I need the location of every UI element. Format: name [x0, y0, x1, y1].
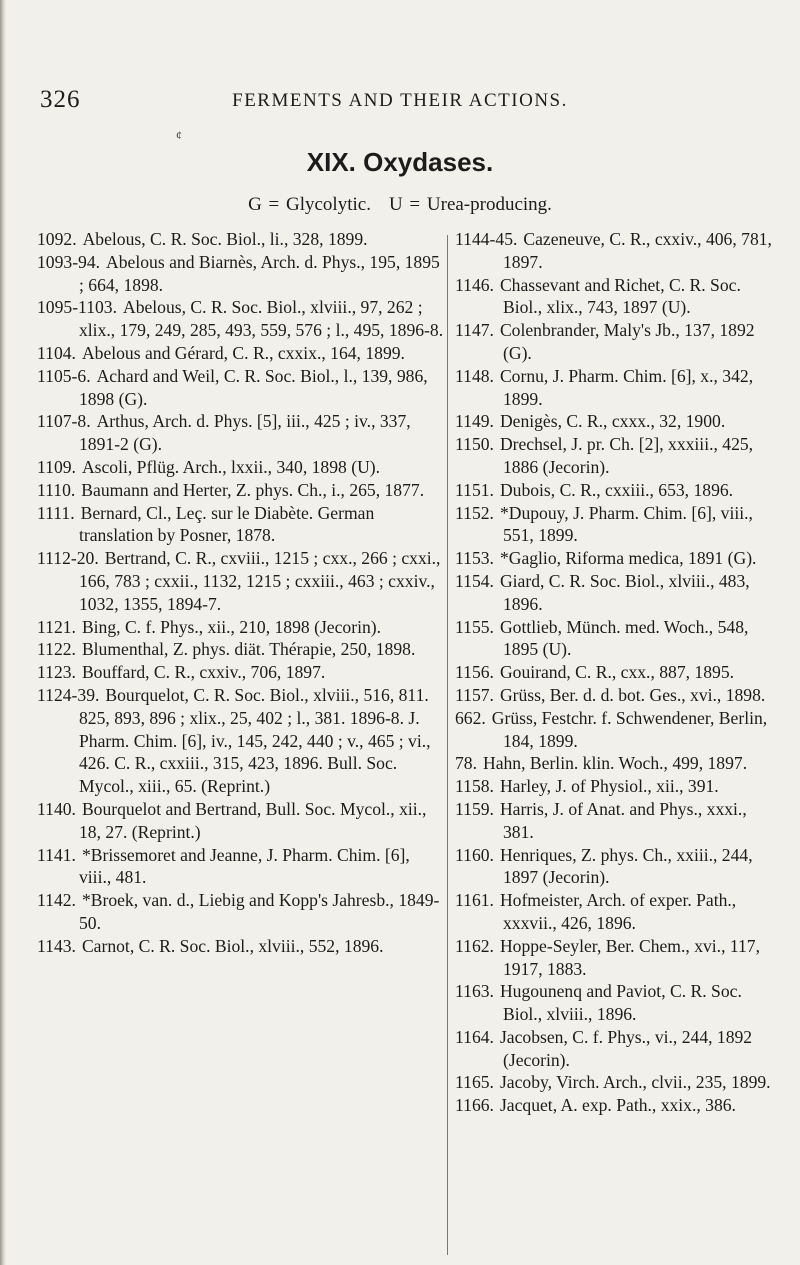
reference-entry [455, 775, 775, 798]
reference-text: Bing, C. f. Phys., xii., 210, 1898 (Jecorin). [81, 616, 382, 637]
reference-entry [455, 844, 775, 890]
reference-number: 1156. [455, 662, 494, 683]
reference-entry [37, 889, 445, 935]
reference-entry [37, 296, 445, 342]
reference-entry [37, 251, 445, 297]
page-edge-shadow [0, 0, 6, 1265]
reference-number: 1144-45. [455, 229, 518, 249]
reference-text: Denigès, C. R., cxxx., 32, 1900. [499, 411, 726, 432]
reference-number: 1152. [455, 502, 494, 523]
reference-text: Bernard, Cl., Leç. sur le Diabète. German translation by Posner, 1878. [79, 502, 375, 546]
reference-entry [37, 456, 445, 479]
reference-entry [37, 228, 445, 251]
reference-number: 1140. [37, 798, 76, 819]
reference-entry [455, 228, 775, 274]
reference-entry [455, 661, 775, 684]
reference-entry [37, 638, 445, 661]
reference-text: Jacoby, Virch. Arch., clvii., 235, 1899. [499, 1072, 771, 1093]
legend [0, 194, 800, 216]
reference-number: 1123. [37, 662, 76, 683]
reference-number: 1153. [455, 548, 494, 569]
reference-number: 1166. [455, 1095, 494, 1116]
reference-number: 1149. [455, 411, 494, 432]
page-number: 326 [40, 86, 81, 113]
reference-text: Bourquelot, C. R. Soc. Biol., xlviii., 516, 811. 825, 893, 896 ; xlix., 25, 402 ; l., 381. 1896-8. J. Pharm. Chim. [6], iv., 145, 242, 440 ; v., 465 ; vi., 426. C. R., cxxiii., 315, 423, 1896. Bull. Soc. Mycol., xiii., 65. (Reprint.) [79, 684, 431, 797]
reference-entry [455, 752, 775, 775]
reference-number: 1158. [455, 776, 494, 797]
reference-entry [37, 547, 445, 615]
print-speck: ¢ [176, 128, 182, 142]
reference-entry [455, 980, 775, 1026]
reference-entry [37, 365, 445, 411]
reference-text: *Gaglio, Riforma medica, 1891 (G). [499, 548, 757, 569]
reference-entry [455, 365, 775, 411]
reference-text: *Brissemoret and Jeanne, J. Pharm. Chim. [6], viii., 481. [79, 844, 410, 888]
page-header [0, 86, 800, 116]
reference-number: 1093-94. [37, 251, 101, 272]
reference-text: Harris, J. of Anat. and Phys., xxxi., 381. [499, 798, 747, 842]
reference-entry [455, 935, 775, 981]
reference-text: Colenbrander, Maly's Jb., 137, 1892 (G). [499, 320, 755, 363]
reference-entry [37, 410, 445, 456]
reference-number: 1146. [455, 274, 494, 295]
reference-text: Hugounenq and Paviot, C. R. Soc. Biol., xlviii., 1896. [499, 981, 742, 1025]
reference-number: 1124-39. [37, 684, 100, 705]
reference-entry [455, 274, 775, 320]
reference-entry [455, 319, 775, 365]
reference-text: Bourquelot and Bertrand, Bull. Soc. Mycol., xii., 18, 27. (Reprint.) [79, 798, 427, 842]
reference-text: Harley, J. of Physiol., xii., 391. [499, 776, 719, 797]
section-title: XIX. Oxydases. [306, 147, 494, 177]
reference-text: Bouffard, C. R., cxxiv., 706, 1897. [81, 662, 326, 683]
reference-entry [37, 479, 445, 502]
reference-text: Abelous and Gérard, C. R., cxxix., 164, 1899. [81, 342, 405, 363]
reference-number: 1151. [455, 479, 494, 500]
reference-number: 1107-8. [37, 411, 91, 432]
reference-entry [37, 684, 445, 798]
reference-entry [455, 707, 775, 753]
reference-text: Baumann and Herter, Z. phys. Ch., i., 265, 1877. [81, 479, 425, 500]
reference-entry [455, 410, 775, 433]
reference-entry [455, 684, 775, 707]
reference-number: 1147. [455, 320, 494, 341]
reference-text: Bertrand, C. R., cxviii., 1215 ; cxx., 266 ; cxxi., 166, 783 ; cxxii., 1132, 1215 ; cxxiii., 463 ; cxxiv., 1032, 1355, 1894-7. [79, 548, 441, 614]
reference-entry [37, 342, 445, 365]
reference-text: Carnot, C. R. Soc. Biol., xlviii., 552, 1896. [81, 935, 384, 956]
reference-entry [455, 1094, 775, 1117]
reference-number: 1112-20. [37, 548, 99, 569]
reference-number: 1121. [37, 616, 76, 637]
reference-entry [455, 889, 775, 935]
reference-text: Hofmeister, Arch. of exper. Path., xxxvii., 426, 1896. [499, 890, 737, 933]
reference-text: Drechsel, J. pr. Ch. [2], xxxiii., 425, 1886 (Jecorin). [499, 434, 754, 477]
reference-number: 1148. [455, 365, 494, 386]
reference-text: Henriques, Z. phys. Ch., xxiii., 244, 1897 (Jecorin). [499, 844, 753, 888]
reference-number: 1159. [455, 798, 494, 819]
reference-number: 662. [455, 707, 486, 728]
reference-number: 78. [455, 753, 477, 774]
reference-number: 1154. [455, 570, 494, 591]
reference-entry [37, 935, 445, 958]
legend-glycolytic: G = Glycolytic. [248, 194, 371, 215]
reference-text: Achard and Weil, C. R. Soc. Biol., l., 139, 986, 1898 (G). [79, 365, 428, 409]
reference-entry [455, 502, 775, 548]
legend-urea: U = Urea-producing. [388, 194, 552, 215]
reference-entry [455, 433, 775, 479]
reference-number: 1160. [455, 844, 494, 865]
reference-entry [455, 570, 775, 616]
right-column [455, 228, 775, 1117]
reference-number: 1104. [37, 342, 76, 363]
reference-text: *Dupouy, J. Pharm. Chim. [6], viii., 551, 1899. [499, 502, 753, 546]
reference-text: Hahn, Berlin. klin. Woch., 499, 1897. [483, 753, 748, 774]
reference-text: Grüss, Festchr. f. Schwendener, Berlin, 184, 1899. [491, 707, 768, 751]
reference-entry [37, 502, 445, 548]
running-title: FERMENTS AND THEIR ACTIONS. [232, 90, 568, 111]
reference-text: Abelous and Biarnès, Arch. d. Phys., 195, 1895 ; 664, 1898. [79, 251, 440, 295]
reference-entry [37, 798, 445, 844]
reference-text: Grüss, Ber. d. d. bot. Ges., xvi., 1898. [499, 684, 766, 705]
reference-text: Ascoli, Pflüg. Arch., lxxii., 340, 1898 (U). [81, 456, 381, 477]
reference-text: Abelous, C. R. Soc. Biol., xlviii., 97, 262 ; xlix., 179, 249, 285, 493, 559, 576 ; l., 495, 1896-8. [79, 297, 444, 341]
reference-number: 1150. [455, 434, 494, 455]
reference-entry [37, 661, 445, 684]
reference-text: Arthus, Arch. d. Phys. [5], iii., 425 ; iv., 337, 1891-2 (G). [79, 411, 411, 455]
reference-text: Blumenthal, Z. phys. diät. Thérapie, 250, 1898. [81, 639, 416, 660]
reference-number: 1155. [455, 616, 494, 637]
reference-text: Cornu, J. Pharm. Chim. [6], x., 342, 1899. [499, 365, 754, 409]
reference-number: 1110. [37, 479, 76, 500]
reference-number: 1142. [37, 890, 76, 911]
reference-text: Chassevant and Richet, C. R. Soc. Biol., xlix., 743, 1897 (U). [499, 274, 741, 318]
reference-text: Hoppe-Seyler, Ber. Chem., xvi., 117, 1917, 1883. [499, 935, 761, 979]
reference-text: Gouirand, C. R., cxx., 887, 1895. [499, 662, 735, 683]
reference-entry [455, 547, 775, 570]
reference-number: 1105-6. [37, 365, 91, 386]
reference-text: Gottlieb, Münch. med. Woch., 548, 1895 (U). [499, 616, 749, 660]
reference-number: 1165. [455, 1072, 494, 1093]
reference-entry [455, 1071, 775, 1094]
reference-number: 1122. [37, 639, 76, 660]
reference-text: Jacobsen, C. f. Phys., vi., 244, 1892 (Jecorin). [499, 1026, 753, 1070]
column-divider [447, 235, 448, 1255]
reference-number: 1109. [37, 456, 76, 477]
reference-entry [455, 479, 775, 502]
reference-number: 1164. [455, 1026, 494, 1047]
reference-number: 1157. [455, 684, 494, 705]
reference-number: 1141. [37, 844, 76, 865]
reference-number: 1163. [455, 981, 494, 1002]
reference-text: Cazeneuve, C. R., cxxiv., 406, 781, 1897. [503, 229, 772, 272]
left-column [37, 228, 445, 958]
reference-text: Giard, C. R. Soc. Biol., xlviii., 483, 1896. [499, 570, 750, 614]
reference-entry [37, 844, 445, 890]
reference-entry [37, 616, 445, 639]
reference-number: 1143. [37, 935, 76, 956]
reference-text: Jacquet, A. exp. Path., xxix., 386. [499, 1095, 736, 1116]
reference-text: Abelous, C. R. Soc. Biol., li., 328, 1899. [82, 229, 368, 249]
reference-text: Dubois, C. R., cxxiii., 653, 1896. [499, 479, 734, 500]
reference-entry [455, 616, 775, 662]
reference-number: 1162. [455, 935, 494, 956]
reference-number: 1111. [37, 502, 75, 523]
reference-number: 1161. [455, 890, 494, 911]
reference-number: 1092. [37, 229, 77, 249]
reference-entry [455, 1026, 775, 1072]
reference-entry [455, 798, 775, 844]
reference-number: 1095-1103. [37, 297, 117, 318]
reference-text: *Broek, van. d., Liebig and Kopp's Jahresb., 1849-50. [79, 890, 440, 933]
